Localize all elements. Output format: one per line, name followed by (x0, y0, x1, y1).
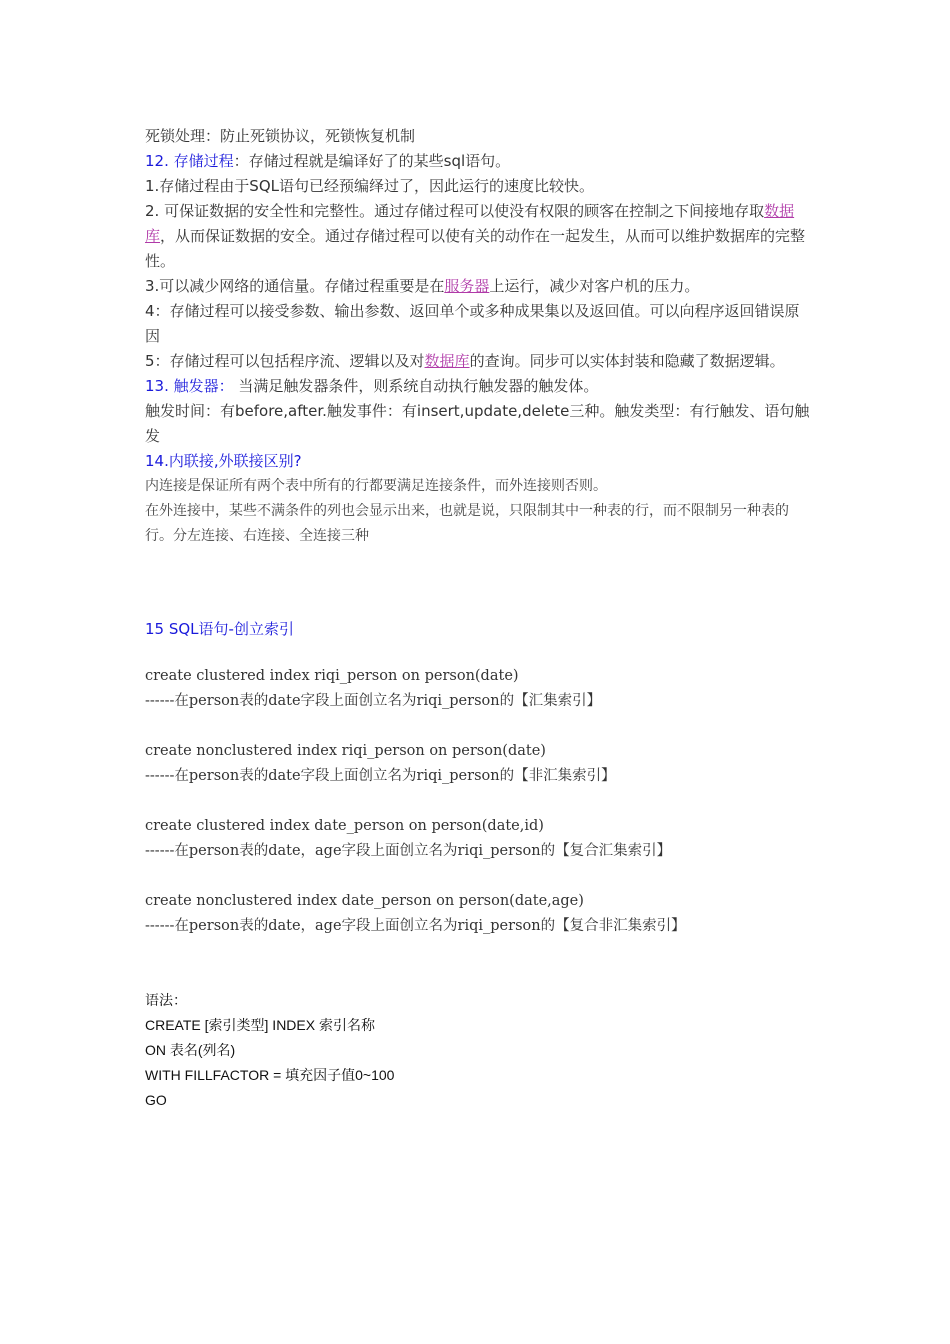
section-12-colon: ： (233, 152, 249, 170)
index-example-4-note: ------在person表的date，age字段上面创立名为riqi_person的【复合非汇集索引】 (145, 918, 686, 934)
server-link[interactable]: 服务器 (444, 277, 490, 295)
syntax-line-create: CREATE [索引类型] INDEX 索引名称 (145, 1017, 375, 1033)
index-example-1-code: create clustered index riqi_person on person(date) (145, 668, 519, 684)
spacer (145, 939, 810, 988)
index-example-3-note: ------在person表的date，age字段上面创立名为riqi_person的【复合汇集索引】 (145, 843, 672, 859)
index-example-2-code: create nonclustered index riqi_person on person(date) (145, 743, 546, 759)
section-14-point-2: 在外连接中，某些不满条件的列也会显示出来，也就是说，只限制其中一种表的行，而不限制另一种表的行。分左连接、右连接、全连接三种 (145, 503, 789, 544)
spacer (145, 714, 810, 739)
spacer (145, 642, 810, 664)
section-12-point-5 (145, 349, 810, 374)
section-15-heading: 15 SQL语句-创立索引 (145, 620, 294, 638)
section-13-title: 触发器 (173, 377, 219, 395)
section-14-heading: 14.内联接,外联接区别? (145, 452, 302, 470)
point-2-text-b: ，从而保证数据的安全。通过存储过程可以使有关的动作在一起发生，从而可以维护数据库的完整性。 (145, 227, 806, 270)
section-12-number: 12. (145, 152, 174, 170)
index-example-2-note: ------在person表的date字段上面创立名为riqi_person的【非汇集索引】 (145, 768, 616, 784)
section-12-title: 存储过程 (173, 152, 234, 170)
deadlock-line: 死锁处理：防止死锁协议，死锁恢复机制 (145, 127, 416, 145)
spacer (145, 864, 810, 889)
syntax-line-on: ON 表名(列名) (145, 1042, 236, 1058)
point-5-text-b: 的查询。同步可以实体封装和隐藏了数据逻辑。 (469, 352, 785, 370)
section-12-point-3 (145, 274, 810, 299)
section-12-intro: 存储过程就是编译好了的某些sql语句。 (248, 152, 511, 170)
index-example-4-code: create nonclustered index date_person on person(date,age) (145, 893, 584, 909)
point-5-text-a: 5：存储过程可以包括程序流、逻辑以及对 (145, 352, 425, 370)
section-12-heading (145, 149, 810, 174)
point-3-text-b: 上运行，减少对客户机的压力。 (489, 277, 700, 295)
section-13-number: 13. (145, 377, 174, 395)
section-14-point-1: 内连接是保证所有两个表中所有的行都要满足连接条件，而外连接则否则。 (145, 478, 607, 494)
section-13-point-1: 触发时间：有before,after.触发事件：有insert,update,delete三种。触发类型：有行触发、语句触发 (145, 402, 810, 445)
section-12-point-1: 1.存储过程由于SQL语句已经预编绎过了，因此运行的速度比较快。 (145, 177, 594, 195)
index-example-3-code: create clustered index date_person on person(date,id) (145, 818, 544, 834)
point-3-text-a: 3.可以减少网络的通信量。存储过程重要是在 (145, 277, 445, 295)
syntax-line-fillfactor: WITH FILLFACTOR = 填充因子值0~100 (145, 1067, 395, 1083)
database-link-1[interactable]: 数据库 (145, 202, 795, 245)
section-13-colon: ： (218, 377, 234, 395)
section-13-intro: 当满足触发器条件，则系统自动执行触发器的触发体。 (233, 377, 599, 395)
spacer (145, 549, 810, 617)
syntax-label: 语法： (145, 992, 187, 1008)
section-13-heading (145, 374, 810, 399)
index-example-1-note: ------在person表的date字段上面创立名为riqi_person的【汇集索引】 (145, 693, 602, 709)
spacer (145, 789, 810, 814)
point-2-text-a: 2. 可保证数据的安全性和完整性。通过存储过程可以使没有权限的顾客在控制之下间接地存取 (145, 202, 765, 220)
database-link-2[interactable]: 数据库 (424, 352, 470, 370)
syntax-line-go: GO (145, 1092, 167, 1108)
document-body (145, 124, 810, 1113)
section-12-point-4: 4：存储过程可以接受参数、输出参数、返回单个或多种成果集以及返回值。可以向程序返回错误原因 (145, 302, 800, 345)
section-12-point-2 (145, 199, 810, 274)
